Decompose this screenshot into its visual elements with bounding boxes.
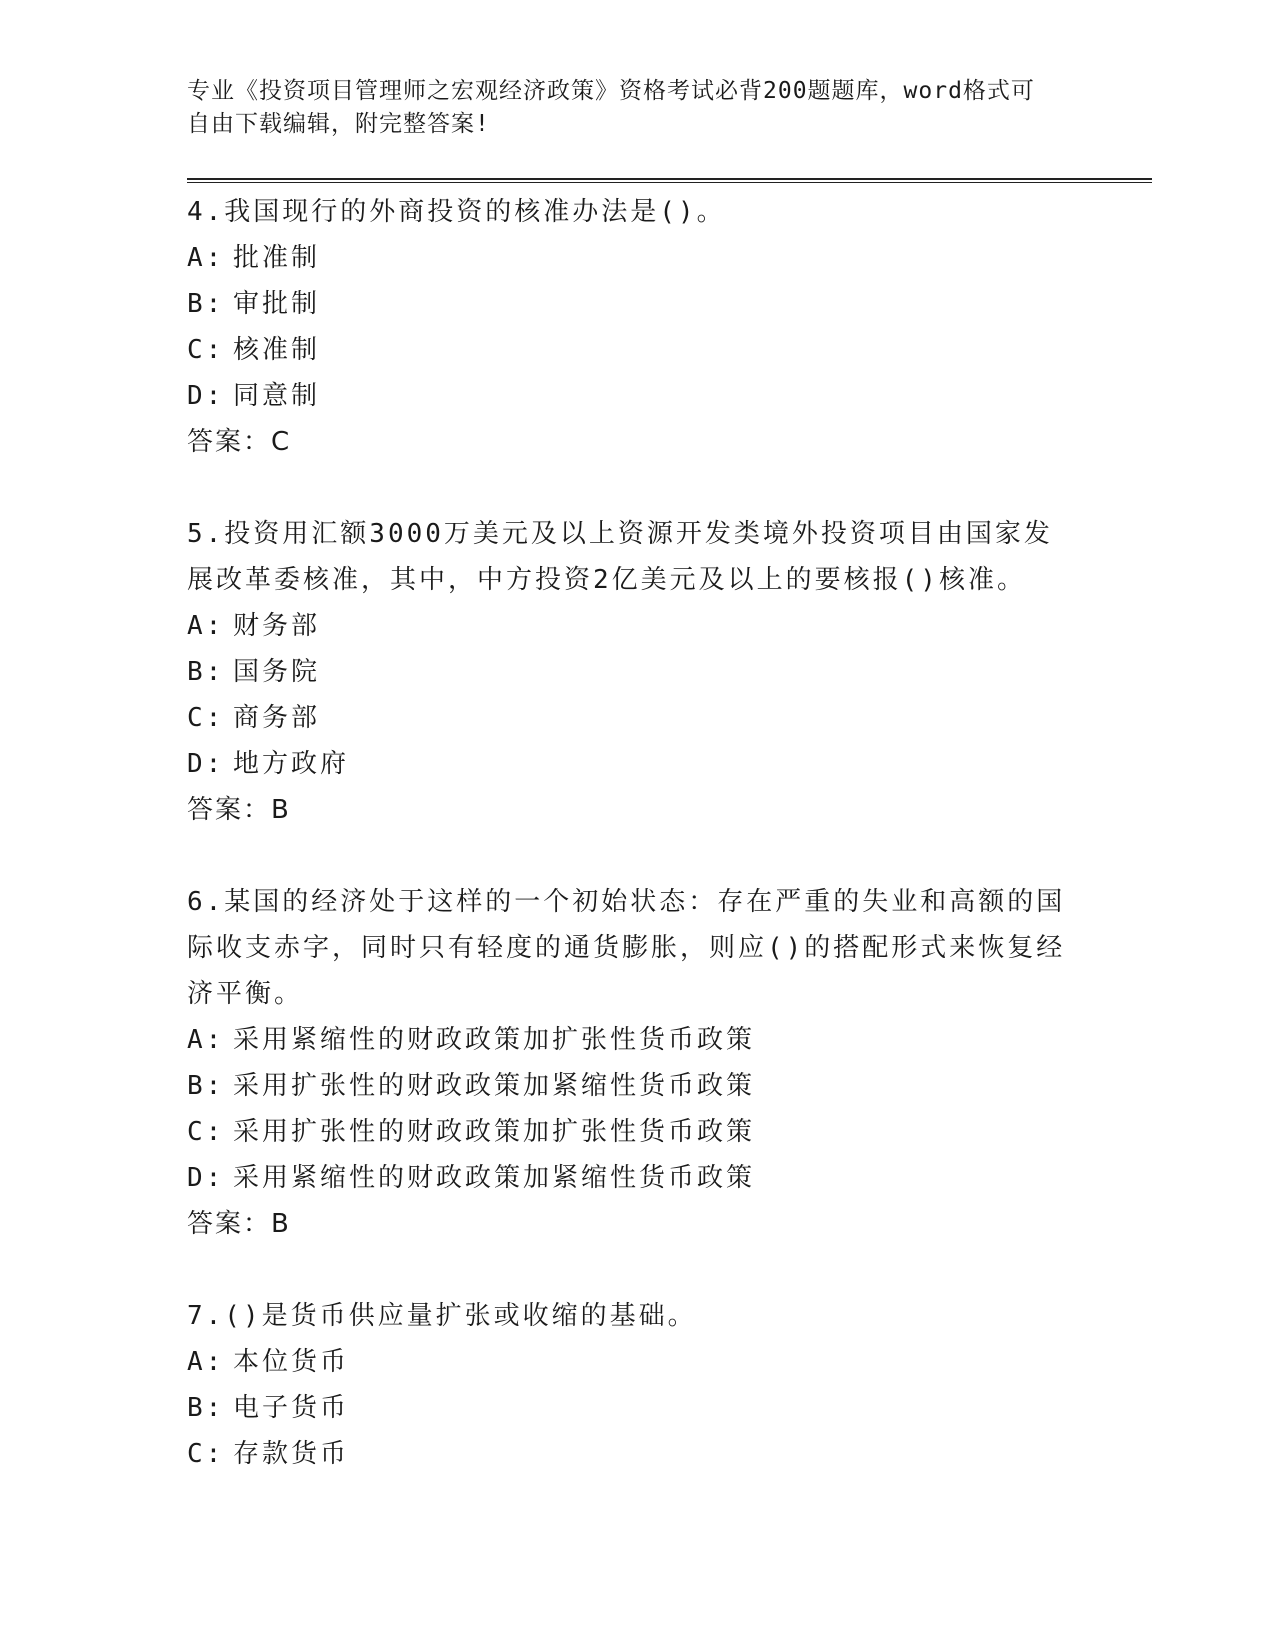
intro-line-2: 自由下载编辑，附完整答案! bbox=[187, 111, 490, 137]
option-text: 财务部 bbox=[233, 611, 321, 641]
option-a bbox=[187, 1339, 1067, 1385]
option-b bbox=[187, 1063, 1067, 1109]
option-text: 国务院 bbox=[233, 657, 321, 687]
question-4 bbox=[187, 189, 1067, 511]
question-stem: 5.投资用汇额3000万美元及以上资源开发类境外投资项目由国家发展改革委核准，其中，中方投资2亿美元及以上的要核报()核准。 bbox=[187, 519, 1053, 595]
option-key: B: bbox=[187, 289, 225, 319]
option-a bbox=[187, 603, 1067, 649]
spacer bbox=[187, 1247, 1067, 1293]
option-c bbox=[187, 327, 1067, 373]
question-stem: 7.()是货币供应量扩张或收缩的基础。 bbox=[187, 1301, 697, 1331]
question-5 bbox=[187, 511, 1067, 879]
option-text: 地方政府 bbox=[233, 749, 350, 779]
option-text: 批准制 bbox=[233, 243, 321, 273]
option-text: 采用扩张性的财政政策加扩张性货币政策 bbox=[233, 1117, 756, 1147]
option-key: B: bbox=[187, 657, 225, 687]
option-text: 采用紧缩性的财政政策加紧缩性货币政策 bbox=[233, 1163, 756, 1193]
option-text: 电子货币 bbox=[233, 1393, 350, 1423]
option-key: A: bbox=[187, 1347, 225, 1377]
spacer bbox=[187, 465, 1067, 511]
option-key: D: bbox=[187, 1163, 225, 1193]
option-text: 本位货币 bbox=[233, 1347, 350, 1377]
question-stem: 6.某国的经济处于这样的一个初始状态：存在严重的失业和高额的国际收支赤字，同时只有轻度的通货膨胀，则应()的搭配形式来恢复经济平衡。 bbox=[187, 887, 1066, 1009]
option-key: B: bbox=[187, 1071, 225, 1101]
document-header bbox=[187, 75, 1067, 141]
option-b bbox=[187, 649, 1067, 695]
option-text: 同意制 bbox=[233, 381, 321, 411]
option-text: 存款货币 bbox=[233, 1439, 350, 1469]
spacer bbox=[187, 833, 1067, 879]
option-key: C: bbox=[187, 703, 225, 733]
option-c bbox=[187, 1431, 1067, 1477]
option-text: 采用扩张性的财政政策加紧缩性货币政策 bbox=[233, 1071, 756, 1101]
option-b bbox=[187, 281, 1067, 327]
option-d bbox=[187, 373, 1067, 419]
option-key: D: bbox=[187, 749, 225, 779]
question-stem: 4.我国现行的外商投资的核准办法是()。 bbox=[187, 197, 726, 227]
answer-line: 答案：B bbox=[187, 1209, 291, 1239]
answer-line: 答案：C bbox=[187, 427, 292, 457]
option-c bbox=[187, 1109, 1067, 1155]
question-6 bbox=[187, 879, 1067, 1293]
option-text: 采用紧缩性的财政政策加扩张性货币政策 bbox=[233, 1025, 756, 1055]
option-d bbox=[187, 741, 1067, 787]
header-rule bbox=[187, 178, 1152, 180]
option-key: A: bbox=[187, 611, 225, 641]
option-key: C: bbox=[187, 1117, 225, 1147]
option-c bbox=[187, 695, 1067, 741]
option-key: B: bbox=[187, 1393, 225, 1423]
answer-line: 答案：B bbox=[187, 795, 291, 825]
option-key: A: bbox=[187, 1025, 225, 1055]
intro-line-1: 专业《投资项目管理师之宏观经济政策》资格考试必背200题题库，word格式可 bbox=[187, 78, 1035, 104]
option-key: D: bbox=[187, 381, 225, 411]
option-text: 核准制 bbox=[233, 335, 321, 365]
option-d bbox=[187, 1155, 1067, 1201]
question-list bbox=[187, 189, 1067, 1477]
question-7 bbox=[187, 1293, 1067, 1477]
option-a bbox=[187, 1017, 1067, 1063]
option-b bbox=[187, 1385, 1067, 1431]
option-a bbox=[187, 235, 1067, 281]
header-rule-thin bbox=[187, 182, 1152, 183]
option-key: A: bbox=[187, 243, 225, 273]
option-text: 商务部 bbox=[233, 703, 321, 733]
option-text: 审批制 bbox=[233, 289, 321, 319]
option-key: C: bbox=[187, 1439, 225, 1469]
option-key: C: bbox=[187, 335, 225, 365]
